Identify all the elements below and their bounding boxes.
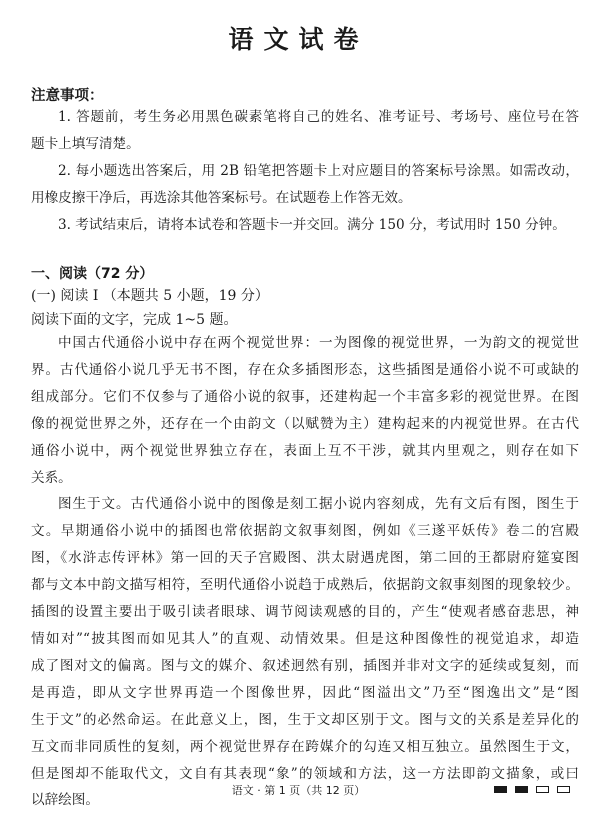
notice-list [31,104,579,239]
page-title: 语文试卷 [228,25,369,54]
passage-paragraph-line: 互文而非同质性的复刻，两个视觉世界存在跨媒介的勾连又相互独立。虽然图生于文， [31,738,579,755]
passage-paragraph-line: 图，《水浒志传评林》第一回的天子宫殿图、洪太尉遇虎图，第二回的王都尉府筵宴图 [31,550,579,567]
notice-item [31,212,579,239]
notice-item [31,104,579,158]
passage-paragraph-line: 图生于文。古代通俗小说中的图像是刻工据小说内容刻成，先有文后有图，图生于 [58,496,579,513]
filled-square-icon [494,786,507,793]
notice-item-line: 用橡皮擦干净后，再选涂其他答案标号。在试题卷上作答无效。 [31,189,412,206]
passage-paragraph-line: 都与文本中韵文描写相符，至明代通俗小说趋于成熟后，依据韵文叙事刻图的现象较少。 [31,577,579,594]
passage-paragraph-line: 界。古代通俗小说几乎无书不图，存在众多插图形态，这些插图是通俗小说不可或缺的 [31,361,579,378]
passage-paragraph-line: 但是图却不能取代文，文自有其表现“象”的领域和方法，这一方法即韵文描象，或曰 [31,765,579,782]
passage-paragraph-line: 以辞绘图。 [31,792,99,809]
page-footer: 语文 · 第 1 页（共 12 页） [231,784,366,797]
subsection-heading: (一) 阅读 I （本题共 5 小题，19 分） [31,288,269,304]
footer-marks [494,786,570,793]
passage-paragraph-line: 成了图对文的偏离。图与文的媒介、叙述迥然有别，插图并非对文字的延续或复刻，而 [31,657,579,674]
reading-instruction: 阅读下面的文字，完成 1~5 题。 [31,312,238,328]
notice-item-line: 3. 考试结束后，请将本试卷和答题卡一并交回。满分 150 分，考试用时 150 分钟。 [58,216,566,233]
hollow-square-icon [536,786,549,793]
passage-paragraph-line: 中国古代通俗小说中存在两个视觉世界：一为图像的视觉世界，一为韵文的视觉世 [58,335,579,351]
reading-passage [31,330,579,814]
passage-paragraph-line: 关系。 [31,469,72,486]
passage-paragraph-line: 组成部分。它们不仅参与了通俗小说的叙事，还建构起一个丰富多彩的视觉世界。在图 [31,388,579,405]
passage-paragraph [31,491,579,814]
hollow-square-icon [557,786,570,793]
passage-paragraph [31,330,579,491]
passage-paragraph-line: 是再造，即从文字世界再造一个图像世界，因此“图溢出文”乃至“图逸出文”是“图 [31,684,579,701]
passage-paragraph-line: 文。早期通俗小说中的插图也常依据韵文叙事刻图，例如《三遂平妖传》卷二的宫殿 [31,523,579,540]
notice-heading: 注意事项： [31,88,104,104]
passage-paragraph-line: 插图的设置主要出于吸引读者眼球、调节阅读观感的目的，产生“使观者感奋悲思，神 [31,604,579,621]
notice-item-line: 2. 每小题选出答案后，用 2B 铅笔把答题卡上对应题目的答案标号涂黑。如需改动， [58,162,579,179]
passage-paragraph-line: 像的视觉世界之外，还存在一个由韵文（以赋赞为主）建构起来的内视觉世界。在古代 [31,415,579,432]
notice-item-line: 1. 答题前，考生务必用黑色碳素笔将自己的姓名、准考证号、考场号、座位号在答 [58,109,579,125]
notice-item-line: 题卡上填写清楚。 [31,135,140,152]
notice-item [31,158,579,212]
passage-paragraph-line: 通俗小说中，两个视觉世界独立存在，表面上互不干涉，就其内里观之，则存在如下 [31,442,579,459]
passage-paragraph-line: 情如对”“披其图而如见其人”的直观、动情效果。但是这种图像性的视觉追求，却造 [31,630,579,647]
filled-square-icon [515,786,528,793]
passage-paragraph-line: 生于文”的必然命运。在此意义上，图，生于文却区别于文。图与文的关系是差异化的 [31,711,579,728]
section-heading: 一、阅读（72 分） [31,266,154,282]
